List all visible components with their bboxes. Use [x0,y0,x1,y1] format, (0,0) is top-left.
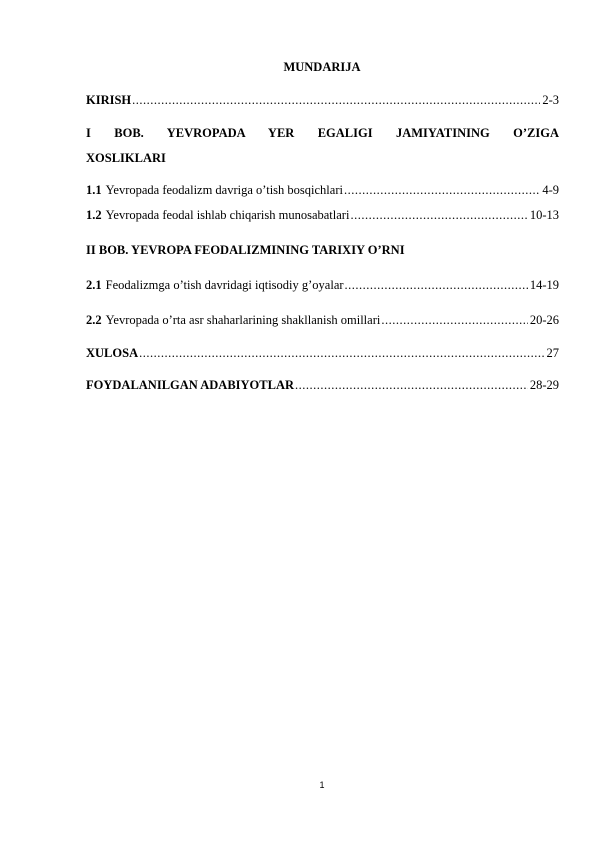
toc-entry-xulosa [86,345,559,361]
toc-entry-number: 1.1 [86,183,102,197]
toc-chapter-2-title: II BOB. YEVROPA FEODALIZMINING TARIXIY O’RNI [86,243,405,257]
toc-chapter-1-title: I BOB. YEVROPADA YER EGALIGI JAMIYATINING O’ZIGA [86,126,559,140]
toc-entry-pages: 10-13 [529,208,559,222]
dot-leader [381,312,528,328]
page-number: 1 [319,780,325,790]
toc-entry-pages: 2-3 [542,93,559,107]
toc-entry-number: 2.2 [86,313,102,327]
toc-entry-label: XULOSA [86,346,139,360]
toc-entry-number: 1.2 [86,208,102,222]
toc-entry-1-2 [86,207,559,223]
toc-entry-2-1 [86,277,559,293]
toc-entry-1-1 [86,182,559,198]
toc-title: MUNDARIJA [283,60,361,74]
toc-entry-label: FOYDALANILGAN ADABIYOTLAR [86,378,295,392]
dot-leader [350,207,527,223]
dot-leader [345,277,528,293]
dot-leader [139,345,544,361]
toc-entry-label: Yevropada feodalizm davriga o’tish bosqichlari [105,183,343,197]
toc-entry-pages: 27 [546,346,559,360]
toc-entry-adabiyotlar [86,377,559,393]
dot-leader [132,92,540,108]
toc-entry-pages: 20-26 [529,313,559,327]
toc-entry-pages: 14-19 [529,278,559,292]
dot-leader [295,377,528,393]
dot-leader [344,182,540,198]
toc-entry-label: Yevropada o’rta asr shaharlarining shakllanish omillari [105,313,381,327]
toc-entry-number: 2.1 [86,278,102,292]
toc-entry-kirish [86,92,559,108]
toc-entry-pages: 28-29 [529,378,559,392]
toc-chapter-1-title-cont: XOSLIKLARI [86,151,166,165]
toc-entry-2-2 [86,312,559,328]
toc-entry-pages: 4-9 [542,183,559,197]
toc-entry-label: KIRISH [86,93,132,107]
toc-entry-label: Feodalizmga o’tish davridagi iqtisodiy g’oyalar [105,278,344,292]
toc-entry-label: Yevropada feodal ishlab chiqarish munosabatlari [105,208,350,222]
